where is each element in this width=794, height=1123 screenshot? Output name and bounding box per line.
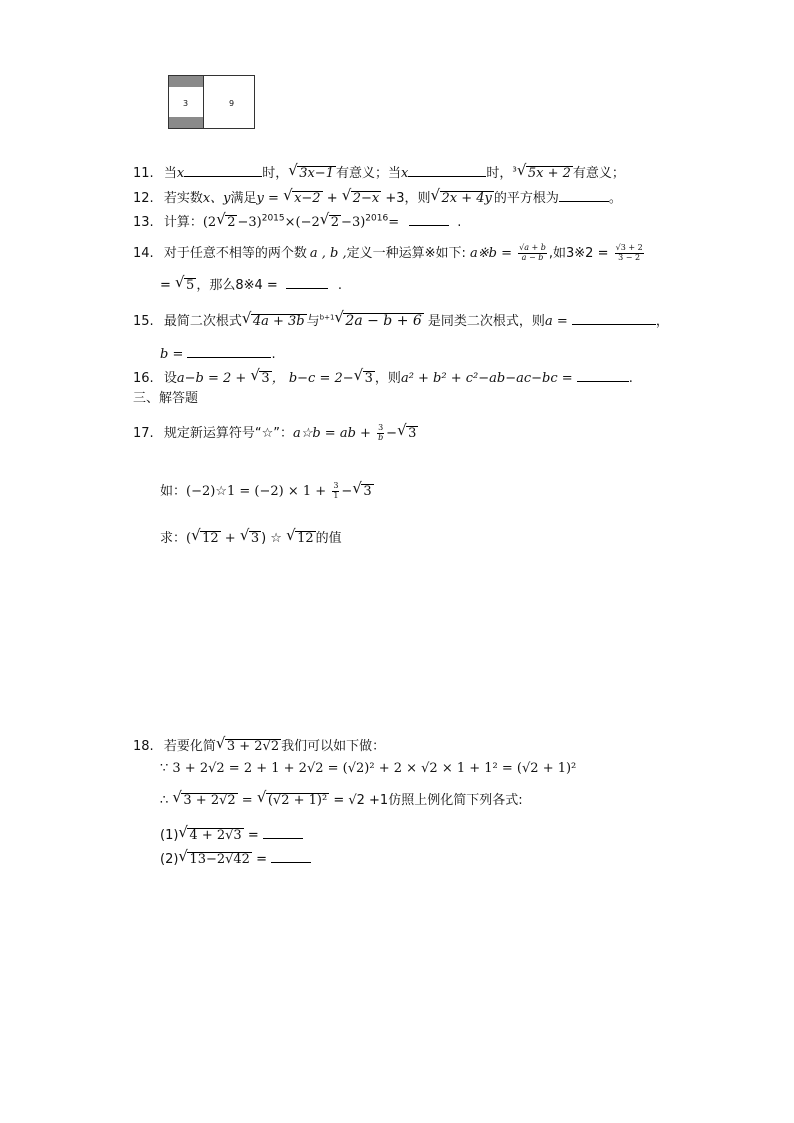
q13-power: 2015 — [261, 213, 285, 224]
q16-radicand: 3 — [261, 371, 270, 386]
question-13 — [133, 210, 462, 230]
q16-end: . — [628, 371, 633, 386]
q17-example-fraction — [332, 482, 339, 501]
q17-fraction — [377, 424, 384, 443]
q18-part2-radical: √ 13−2√42 — [178, 847, 250, 867]
q18-number: 18. — [133, 739, 154, 754]
q12-text: +3，则 — [381, 191, 431, 206]
q17-ask-radical-2: √ 3 — [239, 526, 260, 546]
figure-shade-top — [169, 76, 203, 87]
q11-text: 当 — [163, 166, 177, 181]
q12-text: 满足 — [230, 191, 257, 206]
q12-vars: x、y — [202, 191, 231, 206]
question-14 — [133, 244, 646, 263]
q14-frac-den: 3 − 2 — [618, 252, 641, 262]
q18-line-because: ∵ 3 + 2√2 = 2 + 1 + 2√2 = (√2)² + 2 × √2 × 1 + 1² = (√2 + 1)² — [160, 761, 577, 776]
q13-text: 计算： — [163, 215, 203, 230]
q11-number: 11. — [133, 166, 154, 181]
q11-var: x — [176, 166, 185, 181]
q18-text: 我们可以如下做： — [281, 739, 386, 754]
q18-part-2 — [160, 847, 311, 867]
q17-radicand: 3 — [363, 483, 372, 499]
question-17-ask — [160, 526, 342, 546]
q18-radicand: 3 + 2√2 — [226, 739, 280, 754]
q15-text: 是同类二次根式，则 — [423, 314, 545, 329]
q18-text: 若要化简 — [163, 739, 216, 754]
figure-label-right: 9 — [229, 99, 235, 108]
q18-radicand: 4 + 2√3 — [189, 828, 242, 843]
figure-shade-bottom — [169, 117, 203, 128]
q13-blank[interactable] — [409, 213, 449, 226]
q18-text: = — [237, 793, 257, 808]
q18-radicand: 3 + 2√2 — [183, 793, 236, 808]
question-11 — [133, 161, 625, 181]
q17-example-label: 如： — [160, 483, 187, 499]
q17-radicand: 12 — [297, 531, 314, 546]
q18-part1-radical: √ 4 + 2√3 — [178, 823, 242, 843]
q11-blank-1[interactable] — [184, 164, 262, 177]
q17-op: − — [341, 483, 353, 499]
q18-blank-2[interactable] — [271, 850, 311, 863]
q15-text: ， — [655, 314, 669, 329]
q17-example-radical: √ 3 — [352, 478, 372, 499]
q15-number: 15. — [133, 314, 154, 329]
question-15 — [133, 308, 669, 329]
q14-frac-num: √3 + 2 — [615, 243, 643, 252]
question-17-example — [160, 478, 374, 501]
q14-text: 定义一种运算※如下: — [346, 245, 470, 261]
q14-vars: a , b , — [309, 245, 347, 261]
q17-radicand: 12 — [202, 531, 219, 546]
q16-text: ，则 — [374, 371, 401, 386]
q12-radical-3: √ 2x + 4y — [430, 186, 492, 206]
q16-expr: a−b = 2 + — [176, 371, 251, 386]
q17-ask-radical-1: √ 12 — [191, 526, 219, 546]
q15-text: 与 — [306, 314, 320, 329]
q17-radical: √ 3 — [397, 420, 417, 441]
q13-expr: ×(−2 — [284, 215, 320, 230]
question-16 — [133, 366, 633, 386]
q17-text: 的值 — [315, 531, 342, 546]
q13-expr: −3) — [341, 215, 366, 230]
q17-ask-label: 求： — [160, 531, 187, 546]
q14-radicand: 5 — [186, 278, 195, 293]
q14-fraction-def — [518, 244, 547, 263]
q15-text: 最简二次根式 — [163, 314, 242, 329]
q11-var: x — [401, 166, 409, 181]
q17-ask-expr: + — [220, 531, 240, 546]
q12-radicand: x−2 — [294, 191, 321, 206]
q15-root-index: b+1 — [319, 313, 335, 322]
q12-radical-1: √ x−2 — [283, 186, 321, 206]
q12-text: 若实数 — [163, 191, 203, 206]
q18-blank-1[interactable] — [263, 826, 303, 839]
q15-var-a: a = — [544, 314, 572, 329]
q17-number: 17. — [133, 425, 154, 441]
q11-text: 有意义； — [572, 166, 625, 181]
q17-radicand: 3 — [250, 531, 260, 546]
q13-end: . — [457, 215, 462, 230]
q14-text: ，那么8※4 = — [196, 278, 282, 293]
q18-radical: √ 3 + 2√2 — [215, 734, 280, 754]
q11-text: 时， — [262, 166, 289, 181]
q12-number: 12. — [133, 191, 154, 206]
q14-op: a※b = — [469, 245, 517, 261]
q17-ask-expr: ( — [186, 531, 192, 546]
q16-number: 16. — [133, 371, 154, 386]
q16-radicand: 3 — [364, 371, 373, 386]
q15-radicand: 2a − b + 6 — [345, 313, 422, 329]
q15-blank-b[interactable] — [187, 345, 271, 358]
q12-radical-2: √ 2−x — [341, 186, 380, 206]
q17-text: 规定新运算符号“☆”： — [163, 425, 293, 441]
q17-frac-num: 3 — [333, 481, 339, 490]
q15-radicand: 4a + 3b — [252, 314, 305, 329]
q18-part-1 — [160, 823, 303, 843]
q18-text: ∴ — [160, 793, 173, 808]
q15-radical-2: √ 2a − b + 6 — [334, 308, 422, 329]
q13-expr: (2 — [202, 215, 217, 230]
q12-text: 。 — [608, 191, 622, 206]
q11-blank-2[interactable] — [408, 164, 486, 177]
q17-frac-num: 3 — [378, 423, 384, 432]
question-17 — [133, 420, 418, 443]
q12-radicand: 2−x — [352, 191, 380, 206]
q17-example-expr: (−2)☆1 = (−2) × 1 + — [186, 483, 331, 499]
q18-eq: = — [251, 852, 272, 867]
q11-text: 时， — [486, 166, 513, 181]
q13-expr: = — [388, 215, 404, 230]
q15-end: . — [271, 347, 276, 362]
q17-def: a☆b = ab + — [292, 425, 376, 441]
q17-frac-den: 1 — [333, 490, 339, 500]
q11-radical-1: √ 3x−1 — [288, 161, 334, 181]
figure-label-left: 3 — [183, 99, 189, 108]
q12-op: + — [322, 191, 342, 206]
q14-frac-num: √a + b — [519, 243, 546, 252]
q14-text: ,如3※2 = — [548, 245, 613, 261]
question-18 — [133, 734, 386, 754]
q17-op: − — [386, 425, 398, 441]
q11-radical-2: √ 5x + 2 — [516, 161, 571, 181]
q12-eq: y = — [256, 191, 284, 206]
q13-radical-2: √ 2 — [319, 210, 340, 230]
q13-power: 2016 — [365, 213, 389, 224]
q14-text: = — [160, 278, 176, 293]
q14-number: 14. — [133, 245, 154, 261]
figure-left-cell — [169, 76, 204, 128]
q16-radical-1: √ 3 — [250, 366, 270, 386]
q12-blank[interactable] — [559, 189, 609, 202]
q17-ask-radical-3: √ 12 — [286, 526, 314, 546]
q11-text: 有意义；当 — [335, 166, 401, 181]
q18-eq: = — [243, 828, 263, 843]
q18-radicand: 13−2√42 — [189, 852, 250, 867]
q18-line-therefore — [160, 788, 523, 808]
q15-radical-1: √ 4a + 3b — [241, 309, 305, 329]
q13-radicand: 2 — [227, 215, 236, 230]
q16-expr: a² + b² + c²−ab−ac−bc = — [400, 371, 577, 386]
q14-radical: √ 5 — [175, 273, 195, 293]
q11-radicand-1: 3x−1 — [299, 166, 334, 181]
q15-var-b: b = — [160, 347, 188, 362]
q11-radicand-2: 5x + 2 — [527, 166, 571, 181]
q16-radical-2: √ 3 — [353, 366, 373, 386]
q12-text: 的平方根为 — [493, 191, 559, 206]
grid-figure — [168, 75, 255, 129]
q18-radicand: (√2 + 1)² — [267, 793, 328, 808]
q14-text: 对于任意不相等的两个数 — [163, 245, 307, 261]
q14-frac-den: a − b — [521, 252, 544, 262]
q11-root-index: 3 — [512, 165, 517, 174]
q14-end: . — [337, 278, 343, 293]
section-heading: 三、解答题 — [133, 391, 199, 406]
question-12 — [133, 186, 622, 206]
q13-radicand: 2 — [330, 215, 340, 230]
q16-text: 设 — [163, 371, 177, 386]
q18-radical: √ 3 + 2√2 — [172, 788, 236, 808]
q16-blank[interactable] — [577, 369, 629, 382]
q15-blank-a[interactable] — [572, 312, 656, 325]
q13-radical-1: √ 2 — [216, 210, 236, 230]
q17-ask-expr: ) ☆ — [261, 531, 287, 546]
q18-part-label: (1) — [160, 828, 179, 843]
q18-text: = √2 +1仿照上例化简下列各式: — [329, 793, 523, 808]
q18-part-label: (2) — [160, 852, 179, 867]
q16-expr: ， b−c = 2− — [271, 371, 354, 386]
question-15-line2 — [160, 345, 276, 361]
q18-radical: √ (√2 + 1)² — [256, 788, 328, 808]
q12-radicand: 2x + 4y — [441, 191, 492, 206]
q17-frac-den: b — [378, 432, 384, 442]
q14-fraction-example — [615, 244, 644, 263]
q13-number: 13. — [133, 215, 154, 230]
question-14-line2 — [160, 273, 343, 293]
q17-radicand: 3 — [408, 425, 417, 441]
q14-blank[interactable] — [286, 276, 328, 289]
q13-expr: −3) — [237, 215, 262, 230]
